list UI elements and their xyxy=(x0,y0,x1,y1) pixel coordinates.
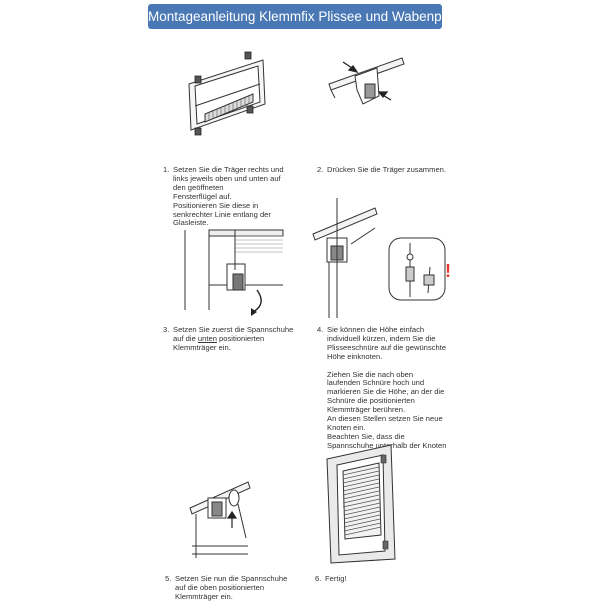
step-1-illustration xyxy=(183,44,273,144)
step-6-illustration xyxy=(323,443,398,563)
step-5-text: 5. Setzen Sie nun die Spannschuhe auf die oben positionierten Klemmträger ein. xyxy=(165,574,288,601)
step-2-illustration xyxy=(327,50,407,120)
step-5-illustration xyxy=(188,468,258,558)
page-title: Montageanleitung Klemmfix Plissee und Wabenplissee xyxy=(148,4,442,29)
step-6-text: 6. Fertig! xyxy=(315,574,347,583)
step-3-text: 3. Setzen Sie zuerst die Spannschuhe auf die unten positionierten Klemmträger ein. xyxy=(163,325,294,352)
step-2-text: 2. Drücken Sie die Träger zusammen. xyxy=(317,165,447,174)
step-3-illustration xyxy=(175,230,285,320)
warning-icon: ! xyxy=(445,261,451,281)
step-4-illustration-main xyxy=(311,198,381,318)
step-4-text: 4. Sie können die Höhe einfach individuell kürzen, indem Sie die Plisseeschnüre auf die gewünschte Höhe einknoten. Ziehen Sie die nach oben laufenden Schnüre hoch und markieren Sie die Höhe, an der die Schnüre die positionierten Klemmträger berühren. An diesen Stellen setzen Sie neue Knoten ein. Beachten Sie, dass die Spannschuhe unterhalb der Knoten xyxy=(317,325,447,450)
step-1-text: 1. Setzen Sie die Träger rechts und links jeweils oben und unten auf den geöffneten Fensterflügel auf. Positionieren Sie diese in senkrechter Linie entlang der Glasleiste. xyxy=(163,165,284,228)
